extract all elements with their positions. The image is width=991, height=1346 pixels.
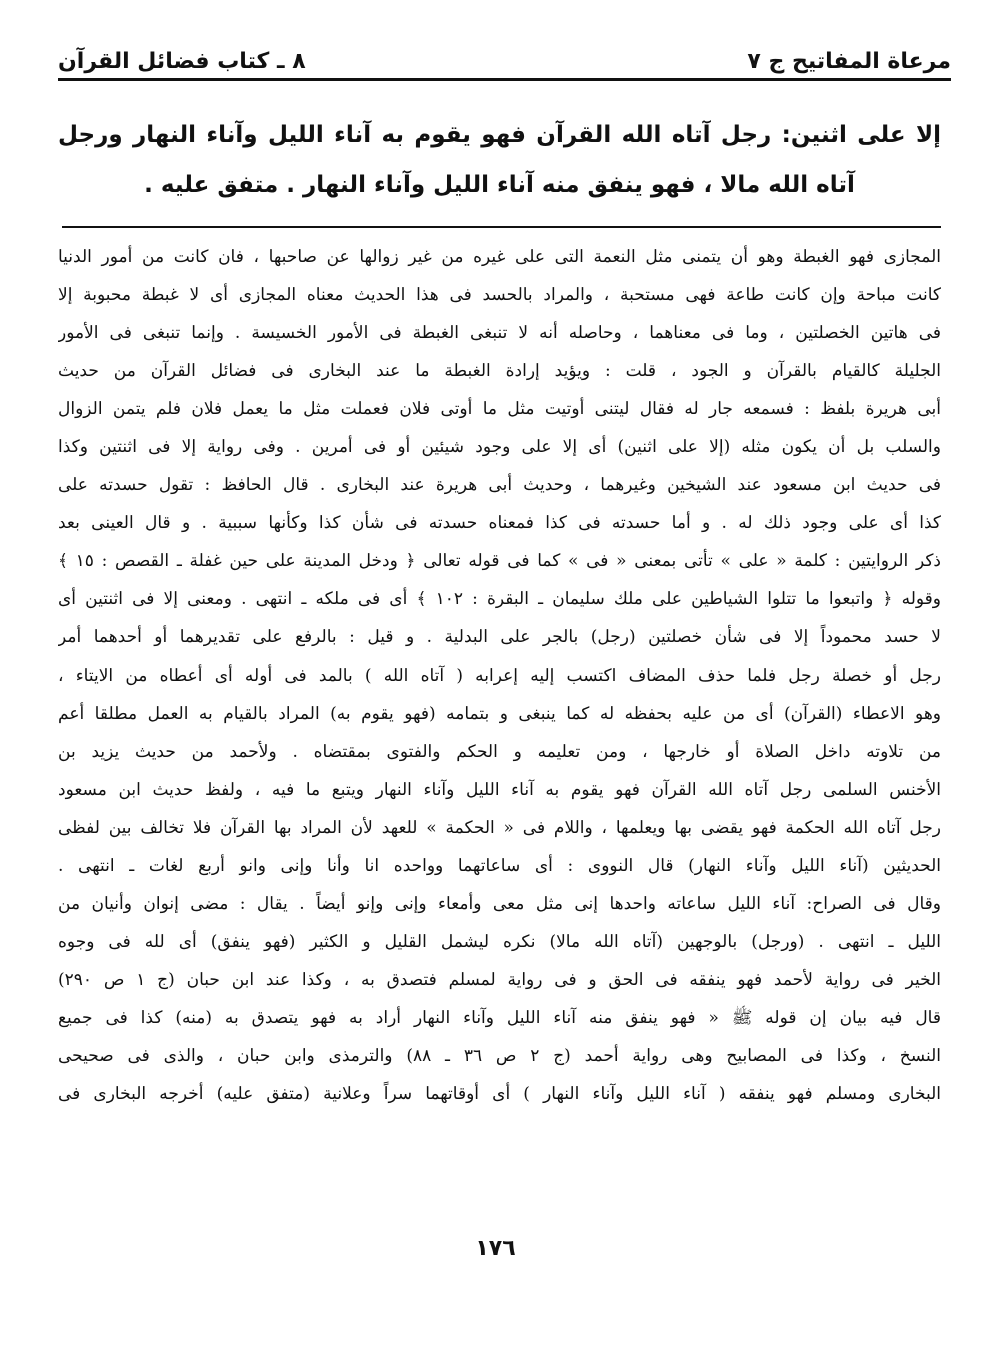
- book-title: مرعاة المفاتيح ج ٧: [747, 49, 951, 74]
- commentary-line: وقوله ﴿ واتبعوا ما تتلوا الشياطين على ملك سليمان ـ البقرة : ١٠٢ ﴾ أى فى ملكه ـ انتهى . ومعنى إلا فى اثنتين أى: [58, 589, 941, 610]
- commentary-line: الخير فى رواية لأحمد فهو ينفقه فى الحق و فى رواية لمسلم فتصدق به ، وكذا عند ابن حبان (ج ١ ص ٢٩٠): [58, 969, 941, 990]
- separator-rule: [62, 226, 941, 228]
- commentary-line: فى هاتين الخصلتين ، وما فى معناهما ، وحاصله أنه لا تنبغى الغبطة فى الأمور الخسيسة . وإنما تنبغى فى الأمور: [58, 323, 941, 344]
- commentary-line: قال فيه بيان إن قوله ﷺ « فهو ينفق منه آناء الليل وآناء النهار أراد به فهو يتصدق به (منه) كذا فى جميع: [58, 1007, 941, 1028]
- commentary-line: رجل أو خصلة رجل فلما حذف المضاف اكتسب إليه إعرابه ( آتاه الله ) بالمد فى أوله أى أعطاه من الايتاء ،: [58, 665, 941, 686]
- commentary-line: وهو الاعطاء (القرآن) أى من عليه بحفظه له كما ينبغى و بتمامه (فهو يقوم به) المراد بالقيام به العمل مطلقا أعم: [58, 703, 941, 724]
- commentary-line: وقال فى الصراح: آناء الليل ساعاته واحدها إنى مثل معى وأمعاء وإنى وإنو أيضاً . يقال : مضى إنوان وأنيان من: [58, 893, 941, 914]
- commentary-line: الحديثين (آناء الليل وآناء النهار) قال النووى : أى ساعاتهما وواحده انا وأنا وإنى وانو أربع لغات ـ انتهى .: [58, 855, 941, 876]
- commentary-line: لا حسد محموداً إلا فى شأن خصلتين (رجل) بالجر على البدلية . و قيل : بالرفع على تقديرهما أو أحدهما أمر: [58, 627, 941, 648]
- chapter-title: ٨ ـ كتاب فضائل القرآن: [58, 49, 306, 74]
- commentary-line: فى حديث ابن مسعود عند الشيخين وغيرهما ، وحديث أبى هريرة عند البخارى . قال الحافظ : تقول حسدته على: [58, 475, 941, 496]
- commentary-line: والسلب بل أن يكون مثله (إلا على اثنين) أى إلا على وجود شيئين أو فى أمرين . وفى رواية إلا فى اثنتين وكذا: [58, 437, 941, 458]
- commentary-line: الجليلة كالقيام بالقرآن و الجود ، قلت : ويؤيد إرادة الغبطة ما عند البخارى فى فضائل القرآن من حديث: [58, 361, 941, 382]
- commentary-line: كانت مباحة وإن كانت طاعة فهى مستحبة ، والمراد بالحسد فى هذا الحديث معناه المجازى أى لا غبطة محبوبة إلا: [58, 285, 941, 306]
- commentary-line: النسخ ، وكذا فى المصابيح وهى رواية أحمد (ج ٢ ص ٣٦ ـ ٨٨) والترمذى وابن حبان ، والذى فى صحيحى: [58, 1045, 941, 1066]
- commentary-line: من تلاوته داخل الصلاة أو خارجها ، ومن تعليمه و الحكم والفتوى بمقتضاه . ولأحمد من حديث يزيد بن: [58, 741, 941, 762]
- page-number: ١٧٦: [475, 1236, 516, 1261]
- running-header: [58, 22, 951, 74]
- commentary-line: رجل آتاه الله الحكمة فهو يقضى بها ويعلمها ، واللام فى « الحكمة » للعهد لأن المراد بها القرآن فلا تخالف بين لفظى: [58, 817, 941, 838]
- commentary: [58, 238, 941, 1228]
- commentary-line: البخارى ومسلم فهو ينفقه ( آناء الليل وآناء النهار ) أى أوقاتهما سراً وعلانية (متفق عليه) أخرجه البخارى فى: [58, 1084, 941, 1105]
- commentary-line: أبى هريرة بلفظ : فسمعه جار له فقال ليتنى أوتيت مثل ما أوتى فلان فعملت مثل ما يعمل فلان فلم يتمن الزوال: [58, 399, 941, 420]
- header-rule: [58, 78, 951, 81]
- commentary-line: المجازى فهو الغبطة وهو أن يتمنى مثل النعمة التى على غيره من غير زوالها عن صاحبها ، فان كانت من أمور الدنيا: [58, 247, 941, 267]
- commentary-line: الأخنس السلمى رجل آتاه الله القرآن فهو يقوم به آناء الليل وآناء النهار ويتبع ما فيه ، ولفظ حديث ابن مسعود: [58, 779, 941, 800]
- commentary-line: كذا أى على وجود ذلك له . و أما حسدته فى كذا فمعناه حسدته فى شأن كذا وكأنها سببية . و قال العينى بعد: [58, 513, 941, 534]
- commentary-line: ذكر الروايتين : كلمة « على » تأتى بمعنى « فى » كما فى قوله تعالى ﴿ ودخل المدينة على حين غفلة ـ القصص : ١٥ ﴾: [58, 551, 941, 572]
- hadith-text: إلا على اثنين: رجل آتاه الله القرآن فهو يقوم به آناء الليل وآناء النهار ورجل آتاه الله مالا ، فهو ينفق منه آناء الليل وآناء النهار . متفق عليه .: [58, 122, 941, 198]
- commentary-line: الليل ـ انتهى . (ورجل) بالوجهين (آتاه الله مالا) نكره ليشمل القليل و الكثير (فهو ينفق) أى لله فى وجوه: [58, 931, 941, 952]
